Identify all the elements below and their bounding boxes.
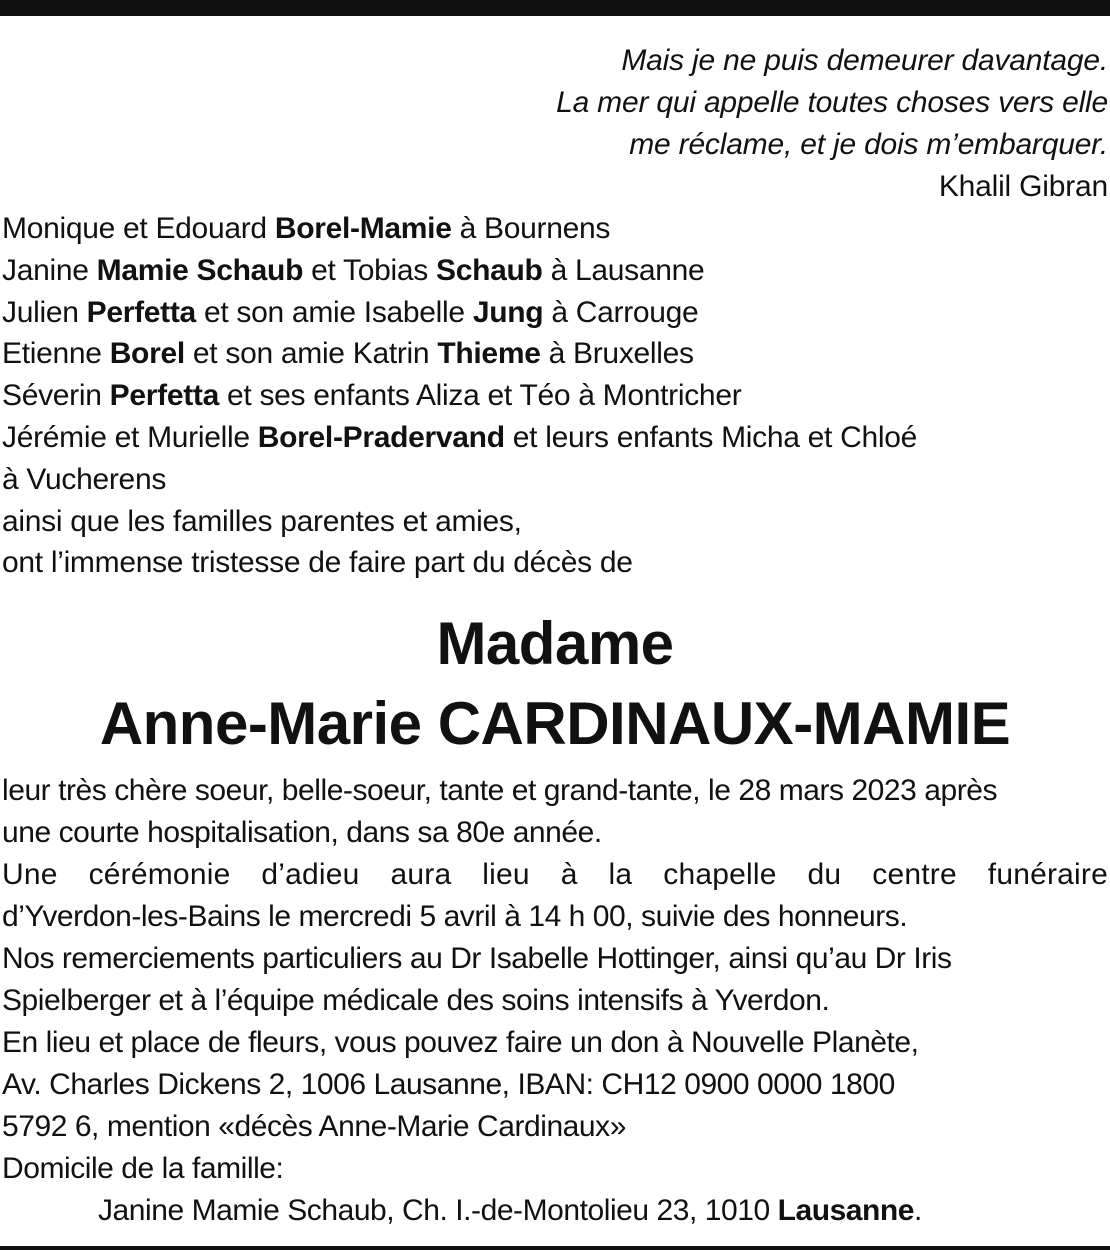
address-text: Janine Mamie Schaub, Ch. I.-de-Montolieu 23, 1010 — [98, 1194, 778, 1227]
body-line: une courte hospitalisation, dans sa 80e année. — [2, 816, 602, 849]
surname: Borel-Pradervand — [257, 420, 505, 454]
body-line: Av. Charles Dickens 2, 1006 Lausanne, IBAN: CH12 0900 0000 1800 — [2, 1068, 895, 1101]
family-line — [2, 459, 1102, 501]
surname: Perfetta — [109, 379, 219, 413]
announcement-body — [2, 770, 1108, 1232]
quote-line: Mais je ne puis demeurer davantage. — [621, 44, 1108, 77]
family-line — [2, 542, 1102, 584]
text: et ses enfants Aliza et Téo à Montricher — [218, 379, 742, 413]
family-line — [2, 501, 1102, 543]
quote-author: Khalil Gibran — [938, 170, 1108, 203]
text: et Tobias — [303, 253, 437, 287]
body-line: Une cérémonie d’adieu aura lieu à la chapelle du centre funéraire — [2, 858, 1108, 891]
surname: Jung — [472, 295, 544, 329]
text: Monique et Edouard — [2, 212, 275, 245]
family-line — [2, 417, 1102, 459]
address-end: . — [914, 1194, 922, 1227]
epigraph-quote — [308, 40, 1108, 208]
text: ont l’immense tristesse de faire part du décès de — [2, 546, 633, 580]
top-rule — [0, 0, 1110, 16]
quote-line: La mer qui appelle toutes choses vers elle — [556, 86, 1108, 119]
surname: Borel — [109, 337, 185, 371]
text: à Bruxelles — [540, 337, 694, 371]
address-city: Lausanne — [777, 1194, 915, 1227]
family-line — [2, 375, 1102, 417]
text: et leurs enfants Micha et Chloé — [504, 420, 918, 454]
family-line — [2, 250, 1102, 292]
body-line: d’Yverdon-les-Bains le mercredi 5 avril à 14 h 00, suivie des honneurs. — [2, 900, 908, 933]
deceased-heading — [0, 604, 1110, 764]
body-line: Nos remerciements particuliers au Dr Isabelle Hottinger, ainsi qu’au Dr Iris — [2, 942, 952, 975]
body-line: 5792 6, mention «décès Anne-Marie Cardinaux» — [2, 1110, 626, 1143]
surname: Perfetta — [86, 295, 196, 329]
family-line — [2, 333, 1102, 375]
surname: Borel-Mamie — [274, 212, 452, 245]
text: et son amie Katrin — [184, 337, 438, 371]
surname: Thieme — [437, 337, 541, 371]
domicile-address — [2, 1190, 1108, 1232]
text: à Carrouge — [543, 295, 699, 329]
deceased-title: Madame — [436, 610, 674, 677]
text: Séverin — [2, 379, 110, 413]
text: à Lausanne — [542, 253, 705, 287]
text: à Vucherens — [2, 462, 167, 496]
surname: Mamie Schaub — [96, 253, 304, 287]
text: Jérémie et Murielle — [2, 420, 258, 454]
body-line: Spielberger et à l’équipe médicale des soins intensifs à Yverdon. — [2, 984, 830, 1017]
text: à Bournens — [451, 212, 611, 245]
body-line: leur très chère soeur, belle-soeur, tante et grand-tante, le 28 mars 2023 après — [2, 774, 998, 807]
surname: Schaub — [436, 253, 543, 287]
text: Julien — [2, 295, 87, 329]
quote-line: me réclame, et je dois m’embarquer. — [629, 128, 1108, 161]
text: Etienne — [2, 337, 110, 371]
bottom-rule — [0, 1246, 1110, 1250]
deceased-name: Anne-Marie CARDINAUX-MAMIE — [99, 690, 1011, 757]
text: ainsi que les familles parentes et amies, — [2, 504, 522, 538]
text: Janine — [2, 253, 97, 287]
body-line: En lieu et place de fleurs, vous pouvez faire un don à Nouvelle Planète, — [2, 1026, 919, 1059]
body-line: Domicile de la famille: — [2, 1152, 284, 1185]
text: et son amie Isabelle — [195, 295, 473, 329]
family-line — [2, 292, 1102, 334]
family-list — [2, 208, 1102, 584]
family-line — [2, 208, 1102, 250]
